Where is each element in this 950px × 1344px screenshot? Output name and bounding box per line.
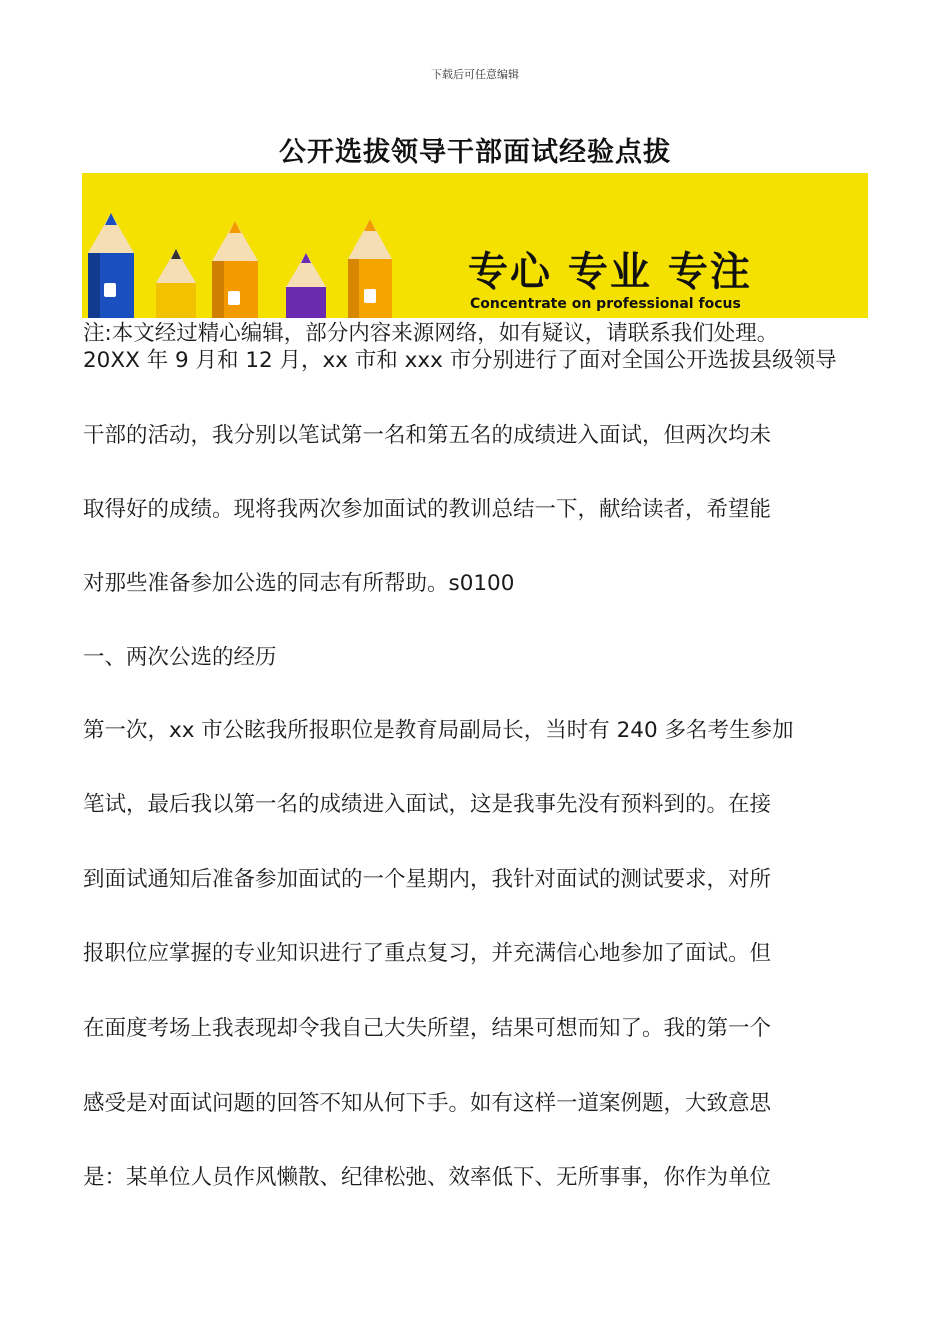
paragraph-line: 在面度考场上我表现却令我自己大失所望，结果可想而知了。我的第一个 [83, 1016, 772, 1041]
header-note: 下载后可任意编辑 [431, 68, 519, 81]
paragraph-line: 20XX 年 9 月和 12 月，xx 市和 xxx 市分别进行了面对全国公开选拔县级领导 [83, 348, 837, 373]
paragraph-line: 是：某单位人员作风懒散、纪律松弛、效率低下、无所事事，你作为单位 [83, 1165, 772, 1190]
paragraph-line: 对那些准备参加公选的同志有所帮助。s0100 [83, 571, 515, 596]
paragraph-line: 到面试通知后准备参加面试的一个星期内，我针对面试的测试要求，对所 [83, 867, 772, 892]
editorial-note: 注:本文经过精心编辑，部分内容来源网络，如有疑议，请联系我们处理。 [83, 321, 779, 346]
paragraph-line: 报职位应掌握的专业知识进行了重点复习，并充满信心地参加了面试。但 [83, 941, 772, 966]
paragraph-line: 笔试，最后我以第一名的成绩进入面试，这是我事先没有预料到的。在接 [83, 792, 772, 817]
banner-subtitle: Concentrate on professional focus [470, 296, 741, 312]
document-title: 公开选拔领导干部面试经验点拔 [279, 137, 671, 168]
paragraph-line: 干部的活动，我分别以笔试第一名和第五名的成绩进入面试，但两次均未 [83, 423, 772, 448]
banner-image [82, 173, 868, 318]
paragraph-line: 感受是对面试问题的回答不知从何下手。如有这样一道案例题，大致意思 [83, 1091, 772, 1116]
banner-slogan: 专心 专业 专注 [468, 249, 752, 295]
section-heading: 一、两次公选的经历 [83, 645, 277, 670]
paragraph-line: 取得好的成绩。现将我两次参加面试的教训总结一下，献给读者，希望能 [83, 497, 772, 522]
paragraph-line: 第一次，xx 市公眩我所报职位是教育局副局长，当时有 240 多名考生参加 [83, 718, 794, 743]
